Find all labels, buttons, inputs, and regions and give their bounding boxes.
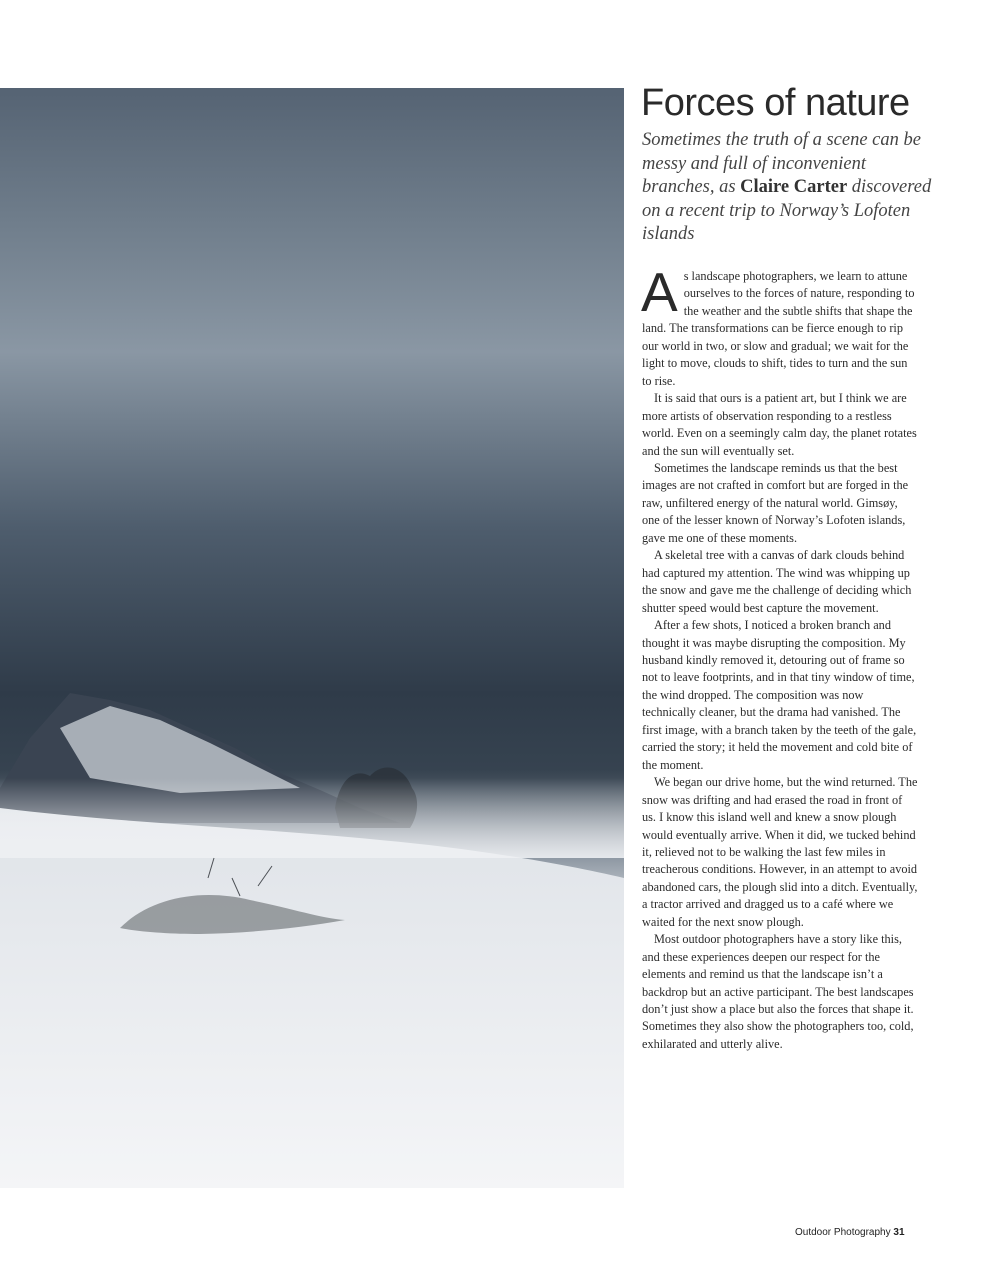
body-paragraph: Most outdoor photographers have a story like this, and these experiences deepen our respect for the elements and remind us that the landscape isn’t a backdrop but an active participant. The best landscapes don’t just show a place but also the forces that shape it. Sometimes they also show the photographers too, cold, exhilarated and utterly alive. [642, 932, 914, 1051]
magazine-name: Outdoor Photography [795, 1227, 891, 1238]
standfirst [642, 129, 932, 247]
drop-cap: A [641, 261, 678, 323]
article-title: Forces of nature [641, 82, 910, 124]
snow-slope [0, 808, 624, 1188]
snowy-hill-illustration [0, 88, 624, 1188]
hero-photo [0, 88, 624, 1188]
author-name: Claire Carter [740, 177, 848, 198]
body-paragraph: After a few shots, I noticed a broken branch and thought it was maybe disrupting the composition. My husband kindly removed it, detouring out of frame so not to leave footprints, and in that tiny window of time, the wind dropped. The composition was now technically cleaner, but the drama had vanished. The first image, with a branch taken by the teeth of the gale, carried the story; it held the movement and cold bite of the moment. [642, 618, 917, 772]
body-paragraph: Sometimes the landscape reminds us that the best images are not crafted in comfort but are forged in the raw, unfiltered energy of the natural world. Gimsøy, one of the lesser known of Norway’s Lofoten islands, gave me one of these moments. [642, 460, 909, 545]
standfirst-tail: discovered on a recent trip to Norway’s Lofoten islands [642, 177, 932, 245]
body-paragraph: It is said that ours is a patient art, but I think we are more artists of observation responding to a restless world. Even on a seemingly calm day, the planet rotates and the sun will eventually set. [642, 391, 917, 458]
body-paragraph [641, 261, 918, 390]
paragraph-text: s landscape photographers, we learn to attune ourselves to the forces of nature, responding to the weather and the subtle shifts that shape the land. The transformations can be fierce enough to rip our world in two, or slow and gradual; we wait for the light to move, clouds to shift, tides to turn and the sun to rise. [642, 269, 915, 388]
article-body [641, 261, 918, 1053]
page-footer [795, 1227, 905, 1238]
body-paragraph: A skeletal tree with a canvas of dark clouds behind had captured my attention. The wind was whipping up the snow and gave me the challenge of deciding which shutter speed would best capture the movement. [642, 548, 912, 615]
page-number: 31 [893, 1227, 905, 1238]
body-paragraph: We began our drive home, but the wind returned. The snow was drifting and had erased the road in front of us. I know this island well and knew a snow plough would eventually arrive. When it did, we tucked behind it, relieved not to be walking the last few miles in treacherous conditions. However, in an attempt to avoid abandoned cars, the plough slid into a ditch. Eventually, a tractor arrived and dragged us to a café where we waited for the next snow plough. [642, 775, 918, 929]
standfirst-lead: Sometimes the truth of a scene can be messy and full of inconvenient branches, as [642, 130, 921, 198]
